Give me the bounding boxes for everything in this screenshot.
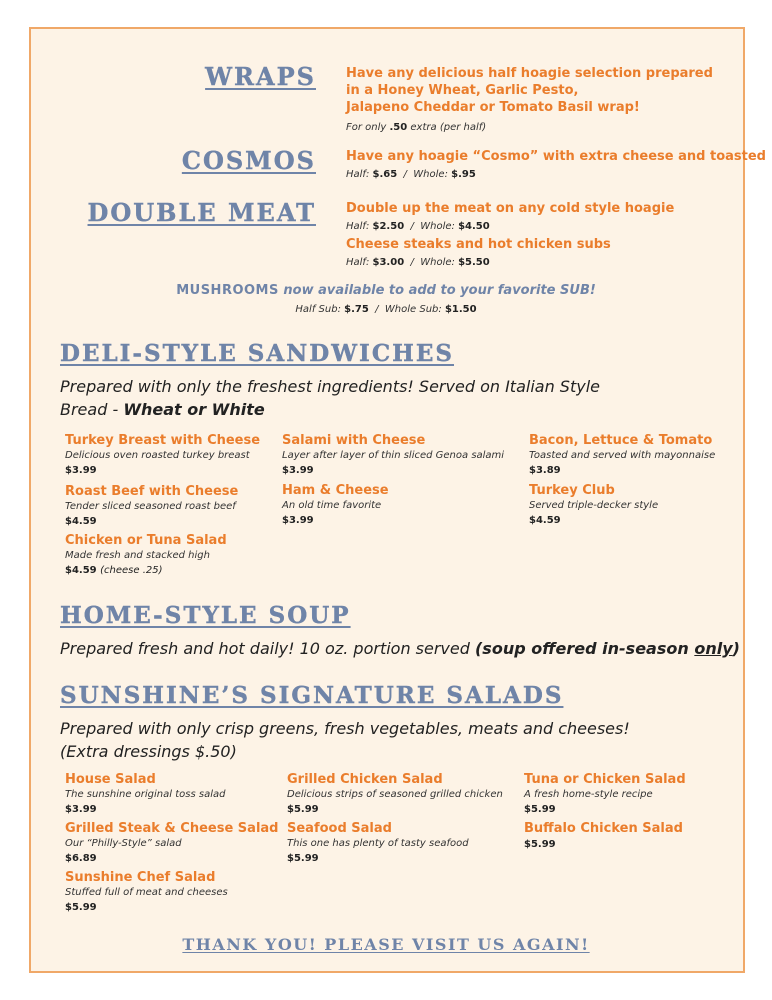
menu-item: House Salad The sunshine original toss salad $3.99 (65, 772, 226, 815)
wraps-description: Have any delicious half hoagie selection prepared in a Honey Wheat, Garlic Pesto, Jalapeno Cheddar or Tomato Basil wrap! (346, 66, 713, 115)
mushrooms-prices: Half Sub: $.75 / Whole Sub: $1.50 (295, 304, 477, 315)
double-meat-hot-description: Cheese steaks and hot chicken subs (346, 237, 611, 252)
menu-item: Buffalo Chicken Salad $5.99 (524, 821, 683, 850)
soup-intro: Prepared fresh and hot daily! 10 oz. portion served (soup offered in-season only) (60, 639, 740, 658)
menu-item: Ham & Cheese An old time favorite $3.99 (282, 483, 389, 526)
menu-item: Roast Beef with Cheese Tender sliced seasoned roast beef $4.59 (65, 484, 239, 527)
wraps-heading: WRAPS (205, 62, 316, 91)
double-meat-cold-prices: Half: $2.50 / Whole: $4.50 (346, 221, 490, 232)
double-meat-heading: DOUBLE MEAT (87, 198, 316, 227)
menu-item: Turkey Club Served triple-decker style $4.59 (529, 483, 659, 526)
menu-item: Seafood Salad This one has plenty of tasty seafood $5.99 (287, 821, 469, 864)
salads-heading: SUNSHINE’S SIGNATURE SALADS (60, 682, 564, 709)
soup-heading: HOME-STYLE SOUP (60, 602, 351, 629)
mushrooms-line: MUSHROOMS now available to add to your favorite SUB! (176, 283, 596, 298)
menu-item: Grilled Chicken Salad Delicious strips of seasoned grilled chicken $5.99 (287, 772, 503, 815)
deli-intro: Prepared with only the freshest ingredients! Served on Italian Style Bread - Wheat or White (60, 377, 600, 419)
menu-item: Chicken or Tuna Salad Made fresh and stacked high $4.59 (cheese .25) (65, 533, 227, 576)
cosmos-description: Have any hoagie “Cosmo” with extra cheese and toasted (346, 149, 766, 164)
deli-heading: DELI-STYLE SANDWICHES (60, 340, 454, 367)
double-meat-hot-prices: Half: $3.00 / Whole: $5.50 (346, 257, 490, 268)
menu-item: Bacon, Lettuce & Tomato Toasted and served with mayonnaise $3.89 (529, 433, 716, 476)
thank-you-footer: THANK YOU! PLEASE VISIT US AGAIN! (182, 935, 590, 954)
menu-item: Grilled Steak & Cheese Salad Our “Philly-Style” salad $6.89 (65, 821, 279, 864)
cosmos-prices: Half: $.65 / Whole: $.95 (346, 169, 476, 180)
salads-intro: Prepared with only crisp greens, fresh vegetables, meats and cheeses! (Extra dressings $.50) (60, 719, 630, 761)
double-meat-description: Double up the meat on any cold style hoagie (346, 201, 675, 216)
cosmos-heading: COSMOS (181, 146, 316, 175)
menu-item: Turkey Breast with Cheese Delicious oven roasted turkey breast $3.99 (65, 433, 261, 476)
wraps-price-note: For only .50 extra (per half) (346, 122, 487, 133)
menu-item: Tuna or Chicken Salad A fresh home-style recipe $5.99 (524, 772, 686, 815)
menu-item: Salami with Cheese Layer after layer of thin sliced Genoa salami $3.99 (282, 433, 505, 476)
menu-item: Sunshine Chef Salad Stuffed full of meat and cheeses $5.99 (65, 870, 228, 913)
